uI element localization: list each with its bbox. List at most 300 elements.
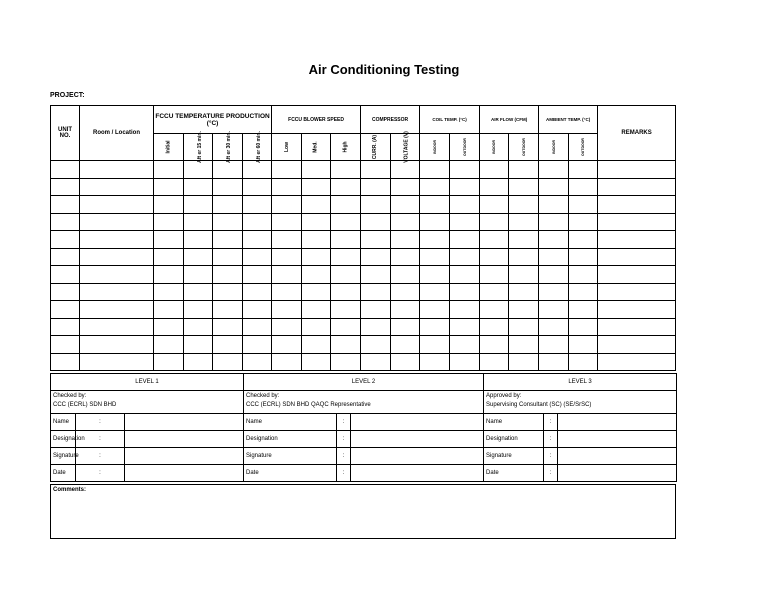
table-cell[interactable] [598,301,676,319]
field-value[interactable] [125,465,244,482]
table-cell[interactable] [80,231,154,249]
table-cell[interactable] [184,161,213,179]
table-cell[interactable] [539,213,569,231]
table-cell[interactable] [80,318,154,336]
fccu-temp-col-label: Aft er 60 min. [255,131,262,163]
signoff-row [51,431,677,448]
table-cell[interactable] [154,353,184,371]
table-cell[interactable] [213,231,243,249]
table-cell[interactable] [213,213,243,231]
table-cell[interactable] [598,178,676,196]
table-cell[interactable] [509,336,539,354]
table-cell[interactable] [213,196,243,214]
table-cell[interactable] [302,301,331,319]
table-cell[interactable] [184,283,213,301]
comments-label: Comments: [53,487,87,493]
table-cell[interactable] [51,353,80,371]
blower-col-header [331,134,361,161]
table-cell[interactable] [80,353,154,371]
table-cell[interactable] [509,248,539,266]
air-flow-col-header [480,134,509,161]
table-cell[interactable] [420,231,450,249]
table-cell[interactable] [184,318,213,336]
level-3-header: LEVEL 3 [484,374,677,391]
table-cell[interactable] [272,178,302,196]
table-cell[interactable] [154,161,184,179]
table-cell[interactable] [509,301,539,319]
field-colon: : [76,448,125,465]
table-cell[interactable] [272,318,302,336]
table-cell[interactable] [361,161,391,179]
table-cell[interactable] [154,301,184,319]
field-colon: : [337,414,351,431]
table-cell[interactable] [184,213,213,231]
table-cell[interactable] [450,266,480,284]
table-cell[interactable] [391,266,420,284]
table-cell[interactable] [539,301,569,319]
blower-col-label: Low [283,142,290,152]
field-value[interactable] [351,448,484,465]
table-cell[interactable] [184,231,213,249]
table-row [51,353,676,371]
table-cell[interactable] [243,161,272,179]
level-3-approver [484,391,677,414]
table-cell[interactable] [154,248,184,266]
table-cell[interactable] [213,161,243,179]
table-cell[interactable] [331,248,361,266]
table-cell[interactable] [272,213,302,231]
table-cell[interactable] [51,248,80,266]
unit-no-header: UNIT NO. [51,106,80,161]
field-label: Signature [51,448,76,465]
table-cell[interactable] [243,266,272,284]
table-cell[interactable] [213,353,243,371]
table-cell[interactable] [480,248,509,266]
table-cell[interactable] [213,301,243,319]
table-cell[interactable] [154,283,184,301]
table-cell[interactable] [480,353,509,371]
table-row [51,196,676,214]
field-value[interactable] [558,431,677,448]
table-cell[interactable] [420,213,450,231]
table-cell[interactable] [480,196,509,214]
table-cell[interactable] [539,283,569,301]
table-cell[interactable] [539,318,569,336]
table-cell[interactable] [569,248,598,266]
table-cell[interactable] [598,353,676,371]
table-cell[interactable] [480,266,509,284]
table-cell[interactable] [80,178,154,196]
table-cell[interactable] [420,196,450,214]
table-cell[interactable] [480,318,509,336]
table-cell[interactable] [539,266,569,284]
table-row [51,301,676,319]
coil-col-label: OUTDOOR [462,138,467,156]
table-cell[interactable] [361,336,391,354]
table-cell[interactable] [51,266,80,284]
table-cell[interactable] [51,283,80,301]
table-cell[interactable] [420,301,450,319]
table-cell[interactable] [569,178,598,196]
table-cell[interactable] [361,301,391,319]
table-cell[interactable] [450,196,480,214]
table-cell[interactable] [569,266,598,284]
table-cell[interactable] [450,213,480,231]
field-label: Date [484,465,544,482]
fccu-temp-col-header [243,131,272,163]
table-cell[interactable] [154,196,184,214]
table-row [51,283,676,301]
table-cell[interactable] [509,213,539,231]
table-cell[interactable] [509,178,539,196]
table-cell[interactable] [302,213,331,231]
table-cell[interactable] [361,318,391,336]
blower-col-header [302,134,331,161]
document-title: Air Conditioning Testing [308,62,460,77]
table-cell[interactable] [184,301,213,319]
table-row [51,336,676,354]
remarks-header: REMARKS [598,106,676,161]
table-cell[interactable] [302,161,331,179]
table-cell[interactable] [480,283,509,301]
table-cell[interactable] [184,248,213,266]
blower-col-label: Med. [313,141,320,153]
fccu-temp-header: FCCU TEMPERATURE PRODUCTION (°C) [154,106,272,134]
table-cell[interactable] [154,213,184,231]
field-value[interactable] [125,448,244,465]
field-colon: : [337,431,351,448]
field-label: Designation [51,431,76,448]
table-cell[interactable] [598,283,676,301]
table-cell[interactable] [302,353,331,371]
compressor-col-label: CURR. (A) [372,134,379,160]
table-cell[interactable] [420,336,450,354]
table-cell[interactable] [51,196,80,214]
table-cell[interactable] [391,248,420,266]
table-cell[interactable] [450,283,480,301]
table-cell[interactable] [331,353,361,371]
table-cell[interactable] [598,196,676,214]
table-cell[interactable] [331,301,361,319]
table-cell[interactable] [450,161,480,179]
table-cell[interactable] [391,301,420,319]
table-cell[interactable] [361,353,391,371]
table-cell[interactable] [184,178,213,196]
table-cell[interactable] [480,336,509,354]
table-cell[interactable] [331,231,361,249]
table-cell[interactable] [391,283,420,301]
table-cell[interactable] [154,336,184,354]
field-label: Name [51,414,76,431]
blower-speed-header: FCCU BLOWER SPEED [272,106,361,134]
table-cell[interactable] [331,196,361,214]
table-cell[interactable] [154,178,184,196]
table-cell[interactable] [243,283,272,301]
table-cell[interactable] [184,266,213,284]
table-cell[interactable] [51,213,80,231]
table-cell[interactable] [51,231,80,249]
table-cell[interactable] [243,318,272,336]
table-cell[interactable] [80,301,154,319]
table-cell[interactable] [80,266,154,284]
table-cell[interactable] [569,213,598,231]
table-cell[interactable] [331,318,361,336]
test-results-body [51,161,676,371]
table-cell[interactable] [420,353,450,371]
table-cell[interactable] [509,161,539,179]
table-cell[interactable] [569,336,598,354]
table-cell[interactable] [450,248,480,266]
room-location-header: Room / Location [80,106,154,161]
compressor-col-header [361,134,391,161]
table-cell[interactable] [272,266,302,284]
level-1-role: Checked by: [53,393,87,399]
table-cell[interactable] [361,178,391,196]
table-cell[interactable] [420,178,450,196]
table-cell[interactable] [272,336,302,354]
table-cell[interactable] [391,161,420,179]
table-cell[interactable] [391,231,420,249]
table-cell[interactable] [272,196,302,214]
table-cell[interactable] [154,231,184,249]
blower-col-label: High [342,141,349,153]
table-cell[interactable] [243,213,272,231]
table-cell[interactable] [480,161,509,179]
comments-box [50,484,676,539]
field-colon: : [544,431,558,448]
table-cell[interactable] [361,283,391,301]
fccu-temp-col-label: Initial [165,140,172,154]
table-cell[interactable] [569,283,598,301]
table-cell[interactable] [80,161,154,179]
table-cell[interactable] [213,266,243,284]
table-cell[interactable] [51,301,80,319]
coil-col-header [420,134,450,161]
field-value[interactable] [351,414,484,431]
table-cell[interactable] [420,318,450,336]
table-cell[interactable] [509,353,539,371]
table-cell[interactable] [391,336,420,354]
table-cell[interactable] [598,213,676,231]
table-cell[interactable] [509,318,539,336]
coil-col-label: INDOOR [432,140,437,154]
field-value[interactable] [125,431,244,448]
table-cell[interactable] [272,161,302,179]
field-value[interactable] [558,448,677,465]
table-cell[interactable] [391,318,420,336]
table-cell[interactable] [420,283,450,301]
table-cell[interactable] [569,161,598,179]
table-cell[interactable] [51,161,80,179]
ambient-col-label: OUTDOOR [581,138,586,156]
table-cell[interactable] [509,266,539,284]
field-value[interactable] [351,465,484,482]
table-cell[interactable] [569,231,598,249]
field-colon: : [544,465,558,482]
table-cell[interactable] [569,196,598,214]
table-cell[interactable] [80,283,154,301]
table-cell[interactable] [302,231,331,249]
table-cell[interactable] [539,353,569,371]
field-colon: : [544,414,558,431]
table-cell[interactable] [331,283,361,301]
table-cell[interactable] [509,231,539,249]
table-cell[interactable] [361,266,391,284]
field-label: Name [484,414,544,431]
coil-col-header [450,134,480,161]
blower-col-header [272,134,302,161]
project-label: PROJECT: [50,92,85,99]
level-2-org: CCC (ECRL) SDN BHD QAQC Representative [246,402,371,408]
table-row [51,231,676,249]
table-cell[interactable] [154,266,184,284]
table-cell[interactable] [480,231,509,249]
table-cell[interactable] [450,318,480,336]
table-cell[interactable] [569,353,598,371]
fccu-temp-col-header [154,134,184,161]
table-cell[interactable] [361,248,391,266]
table-cell[interactable] [51,336,80,354]
fccu-temp-col-header [184,131,213,163]
table-cell[interactable] [80,213,154,231]
table-cell[interactable] [539,336,569,354]
table-cell[interactable] [213,318,243,336]
level-1-checker [51,391,244,414]
table-cell[interactable] [598,231,676,249]
table-cell[interactable] [243,248,272,266]
table-cell[interactable] [243,301,272,319]
table-cell[interactable] [184,336,213,354]
table-cell[interactable] [569,318,598,336]
table-cell[interactable] [361,196,391,214]
table-cell[interactable] [598,161,676,179]
field-value[interactable] [351,431,484,448]
table-cell[interactable] [154,318,184,336]
table-cell[interactable] [539,196,569,214]
table-cell[interactable] [272,283,302,301]
table-cell[interactable] [213,283,243,301]
table-cell[interactable] [80,196,154,214]
fccu-temp-col-header [213,131,243,163]
table-cell[interactable] [539,178,569,196]
table-cell[interactable] [331,336,361,354]
table-cell[interactable] [598,336,676,354]
table-cell[interactable] [331,266,361,284]
table-cell[interactable] [569,301,598,319]
table-cell[interactable] [450,301,480,319]
table-cell[interactable] [420,266,450,284]
signoff-fields [51,414,677,482]
table-cell[interactable] [302,318,331,336]
table-cell[interactable] [598,248,676,266]
table-cell[interactable] [420,161,450,179]
air-flow-col-header [509,134,539,161]
table-cell[interactable] [243,196,272,214]
table-cell[interactable] [272,231,302,249]
table-cell[interactable] [361,213,391,231]
field-value[interactable] [558,414,677,431]
table-cell[interactable] [80,336,154,354]
table-row [51,213,676,231]
table-cell[interactable] [450,336,480,354]
table-cell[interactable] [598,266,676,284]
table-cell[interactable] [243,178,272,196]
field-colon: : [76,414,125,431]
field-label: Designation [484,431,544,448]
test-results-table [50,105,676,371]
table-cell[interactable] [509,196,539,214]
field-colon: : [76,465,125,482]
table-cell[interactable] [450,353,480,371]
table-cell[interactable] [272,353,302,371]
air-flow-header: AIR FLOW (CFM) [480,106,539,134]
level-3-org: Supervising Consultant (SC) (SE/SrSC) [486,402,592,408]
table-cell[interactable] [302,178,331,196]
table-cell[interactable] [420,248,450,266]
table-cell[interactable] [391,353,420,371]
table-cell[interactable] [331,178,361,196]
table-cell[interactable] [302,266,331,284]
table-row [51,161,676,179]
table-cell[interactable] [391,213,420,231]
compressor-col-header [391,131,420,163]
table-cell[interactable] [51,178,80,196]
field-label: Signature [484,448,544,465]
table-cell[interactable] [243,336,272,354]
field-value[interactable] [558,465,677,482]
table-cell[interactable] [243,231,272,249]
table-cell[interactable] [51,318,80,336]
table-cell[interactable] [391,178,420,196]
level-2-role: Checked by: [246,393,280,399]
table-cell[interactable] [598,318,676,336]
signoff-row [51,448,677,465]
table-row [51,248,676,266]
table-cell[interactable] [331,161,361,179]
table-cell[interactable] [539,231,569,249]
level-2-header: LEVEL 2 [244,374,484,391]
table-row [51,178,676,196]
table-cell[interactable] [302,196,331,214]
table-cell[interactable] [272,248,302,266]
table-cell[interactable] [450,231,480,249]
table-cell[interactable] [213,178,243,196]
table-cell[interactable] [361,231,391,249]
table-cell[interactable] [302,283,331,301]
table-cell[interactable] [184,353,213,371]
table-cell[interactable] [213,336,243,354]
table-cell[interactable] [480,178,509,196]
table-cell[interactable] [331,213,361,231]
table-cell[interactable] [480,213,509,231]
field-value[interactable] [125,414,244,431]
table-cell[interactable] [539,248,569,266]
table-cell[interactable] [272,301,302,319]
table-cell[interactable] [243,353,272,371]
table-cell[interactable] [509,283,539,301]
table-cell[interactable] [539,161,569,179]
table-cell[interactable] [80,248,154,266]
table-cell[interactable] [213,248,243,266]
field-label: Designation [244,431,337,448]
table-cell[interactable] [184,196,213,214]
table-cell[interactable] [450,178,480,196]
table-cell[interactable] [391,196,420,214]
table-cell[interactable] [480,301,509,319]
table-cell[interactable] [302,248,331,266]
field-label: Signature [244,448,337,465]
table-cell[interactable] [302,336,331,354]
